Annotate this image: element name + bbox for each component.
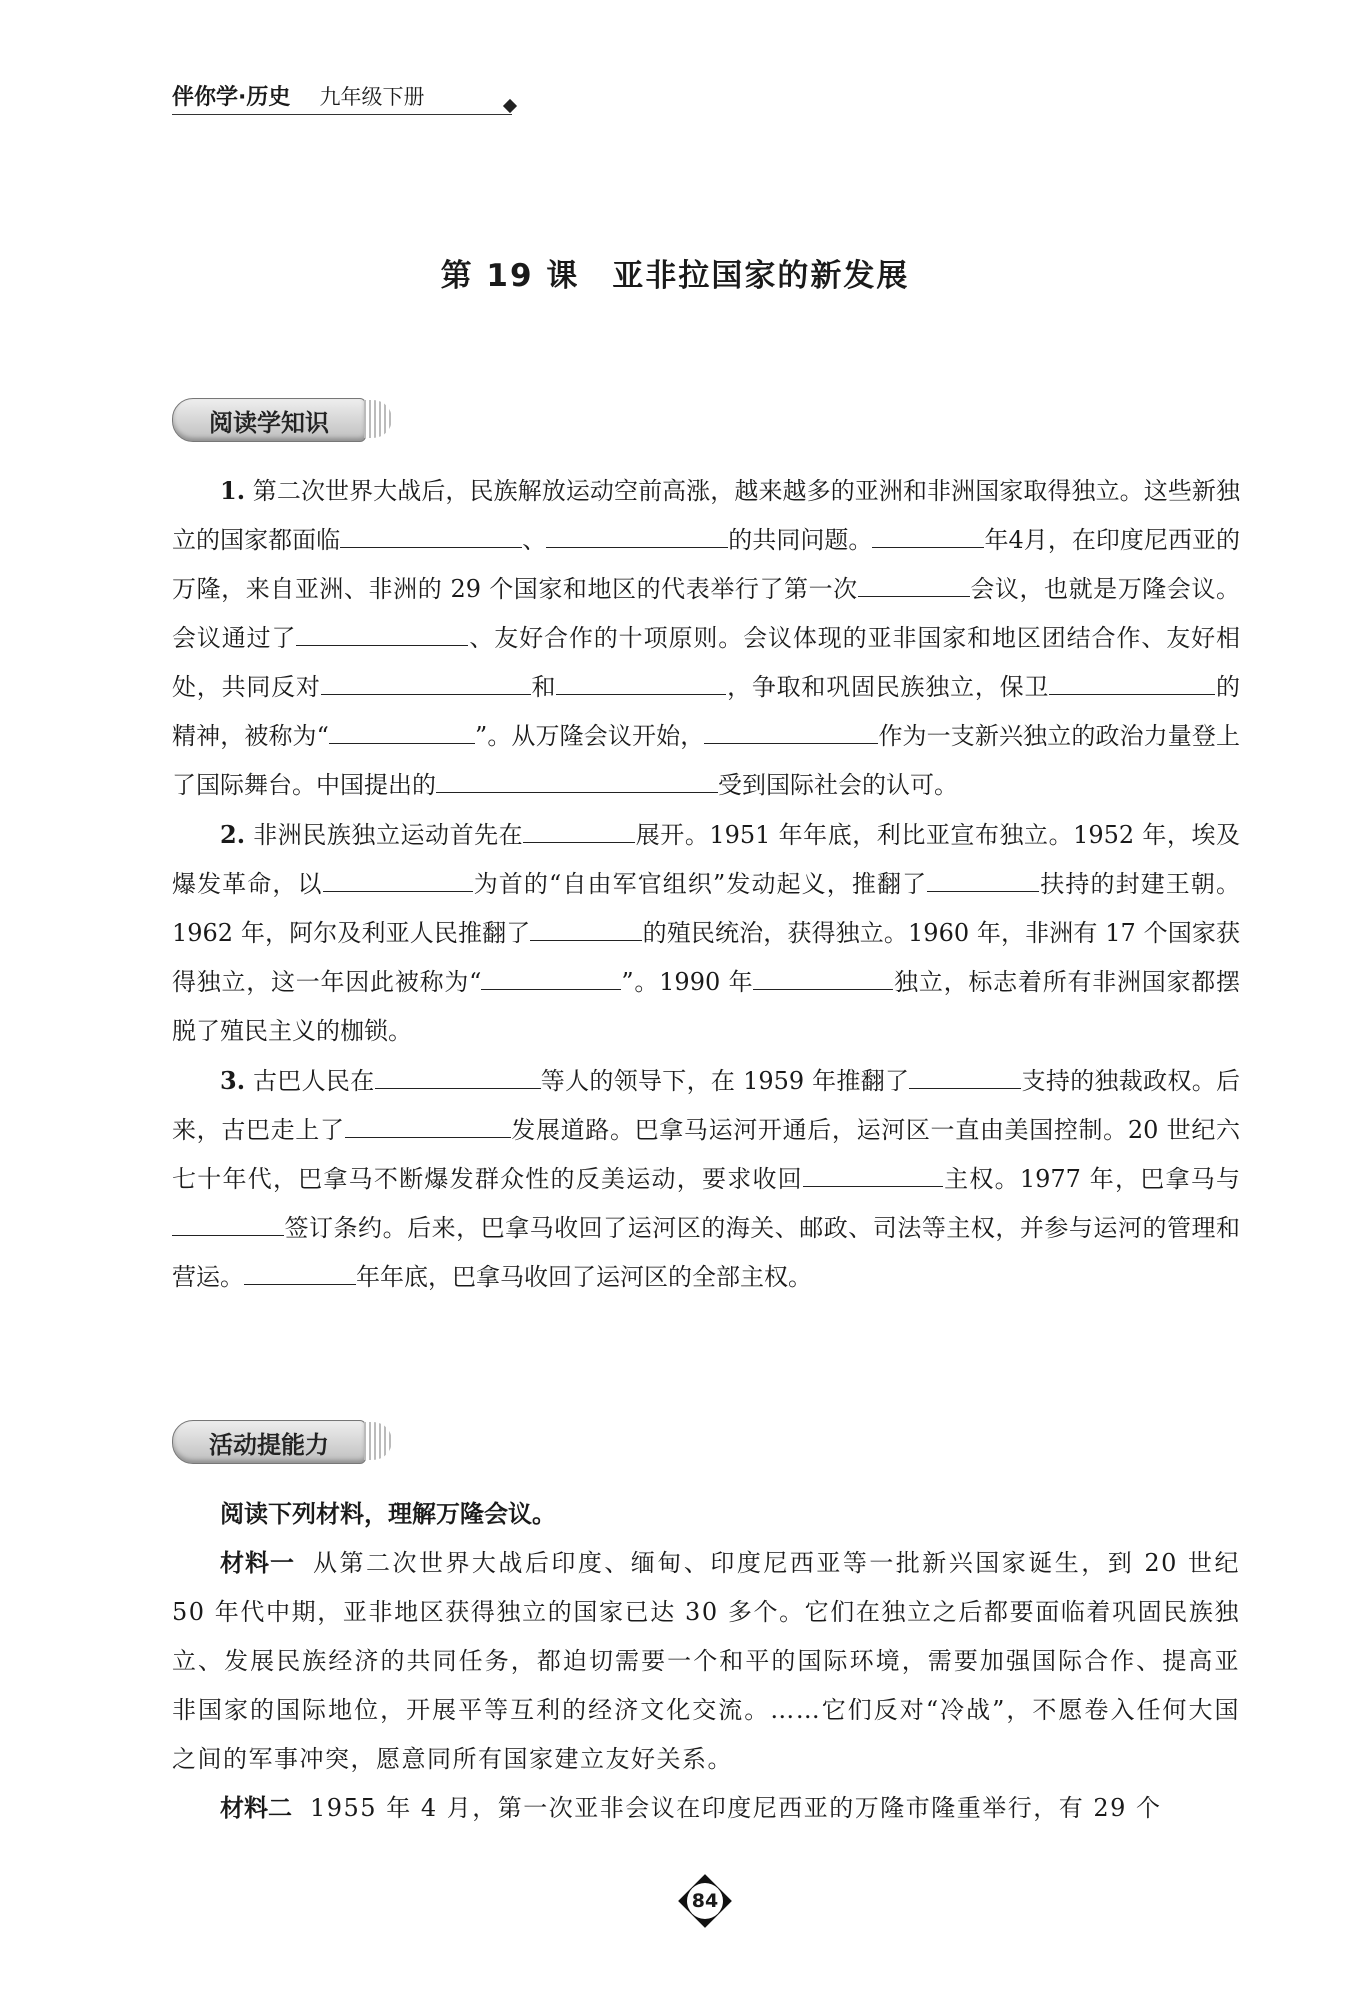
answer-blank[interactable] (172, 1210, 284, 1236)
book-brand: 伴你学·历史 (172, 85, 291, 110)
material-2: 材料二 1955 年 4 月，第一次亚非会议在印度尼西亚的万隆市隆重举行，有 29 个 (220, 1794, 1162, 1822)
answer-blank[interactable] (556, 669, 726, 695)
section-label-activity: 活动提能力 (172, 1420, 366, 1464)
material-1: 材料一 从第二次世界大战后印度、缅甸、印度尼西亚等一批新兴国家诞生，到 20 世纪 50 年代中期，亚非地区获得独立的国家已达 30 多个。它们在独立之后都要面临着巩固民族独立、发展民族经济的共同任务，都迫切需要一个和平的国际环境，需要加强国际合作、提高亚非国家的国际地位，开展平等互利的经济文化交流。……它们反对“冷战”，不愿卷入任何大国之间的军事冲突，愿意同所有国家建立友好关系。 (172, 1549, 1241, 1773)
answer-blank[interactable] (546, 522, 728, 548)
answer-blank[interactable] (321, 669, 531, 695)
answer-blank[interactable] (753, 964, 893, 990)
answer-blank[interactable] (329, 718, 475, 744)
lesson-title: 第 19 课 亚非拉国家的新发展 (440, 258, 910, 294)
activity-materials (172, 1490, 1240, 1833)
badge-stripes-icon (364, 1422, 392, 1460)
question-2: 2. 非洲民族独立运动首先在 展开。1951 年年底，利比亚宣布独立。1952 年，埃及爆发革命，以 为首的“自由军官组织”发动起义，推翻了 扶持的封建王朝。1962 年，阿尔及利亚人民推翻了 的殖民统治，获得独立。1960 年，非洲有 17 个国家获得独立，这一年因此被称为“ ”。1990 年 独立，标志着所有非洲国家都摆脱了殖民主义的枷锁。 (172, 810, 1240, 1056)
answer-blank[interactable] (803, 1161, 943, 1187)
reading-questions (172, 466, 1240, 1302)
section-badge-reading (172, 398, 392, 442)
answer-blank[interactable] (375, 1063, 541, 1089)
answer-blank[interactable] (858, 571, 970, 597)
answer-blank[interactable] (927, 866, 1039, 892)
book-grade: 九年级下册 (319, 85, 425, 109)
badge-stripes-icon (364, 400, 392, 438)
answer-blank[interactable] (296, 620, 468, 646)
question-1: 1. 第二次世界大战后，民族解放运动空前高涨，越来越多的亚洲和非洲国家取得独立。这些新独立的国家都面临 、 的共同问题。 年4月，在印度尼西亚的万隆，来自亚洲、非洲的 29 个国家和地区的代表举行了第一次 会议，也就是万隆会议。会议通过了 、友好合作的十项原则。会议体现的亚非国家和地区团结合作、友好相处，共同反对 和 ，争取和巩固民族独立，保卫 的精神，被称为“ ”。从万隆会议开始， 作为一支新兴独立的政治力量登上了国际舞台。中国提出的 受到国际社会的认可。 (172, 476, 1241, 799)
answer-blank[interactable] (481, 964, 621, 990)
answer-blank[interactable] (1049, 669, 1215, 695)
answer-blank[interactable] (523, 817, 635, 843)
page-number-badge (682, 1878, 728, 1924)
running-header (172, 80, 512, 115)
answer-blank[interactable] (323, 866, 473, 892)
activity-task: 阅读下列材料，理解万隆会议。 (220, 1500, 556, 1528)
answer-blank[interactable] (704, 718, 878, 744)
section-label-reading: 阅读学知识 (172, 398, 366, 442)
question-3: 3. 古巴人民在 等人的领导下，在 1959 年推翻了 支持的独裁政权。后来，古巴走上了 发展道路。巴拿马运河开通后，运河区一直由美国控制。20 世纪六七十年代，巴拿马不断爆发群众性的反美运动，要求收回 主权。1977 年，巴拿马与签订条约。后来，巴拿马收回了运河区的海关、邮政、司法等主权，并参与运河的管理和营运。 年年底，巴拿马收回了运河区的全部主权。 (172, 1056, 1240, 1302)
answer-blank[interactable] (345, 1112, 511, 1138)
page-number: 84 (687, 1883, 723, 1919)
answer-blank[interactable] (909, 1063, 1021, 1089)
answer-blank[interactable] (340, 522, 522, 548)
answer-blank[interactable] (530, 915, 642, 941)
section-badge-activity (172, 1420, 392, 1464)
answer-blank[interactable] (872, 522, 984, 548)
answer-blank[interactable] (244, 1259, 356, 1285)
answer-blank[interactable] (436, 767, 718, 793)
